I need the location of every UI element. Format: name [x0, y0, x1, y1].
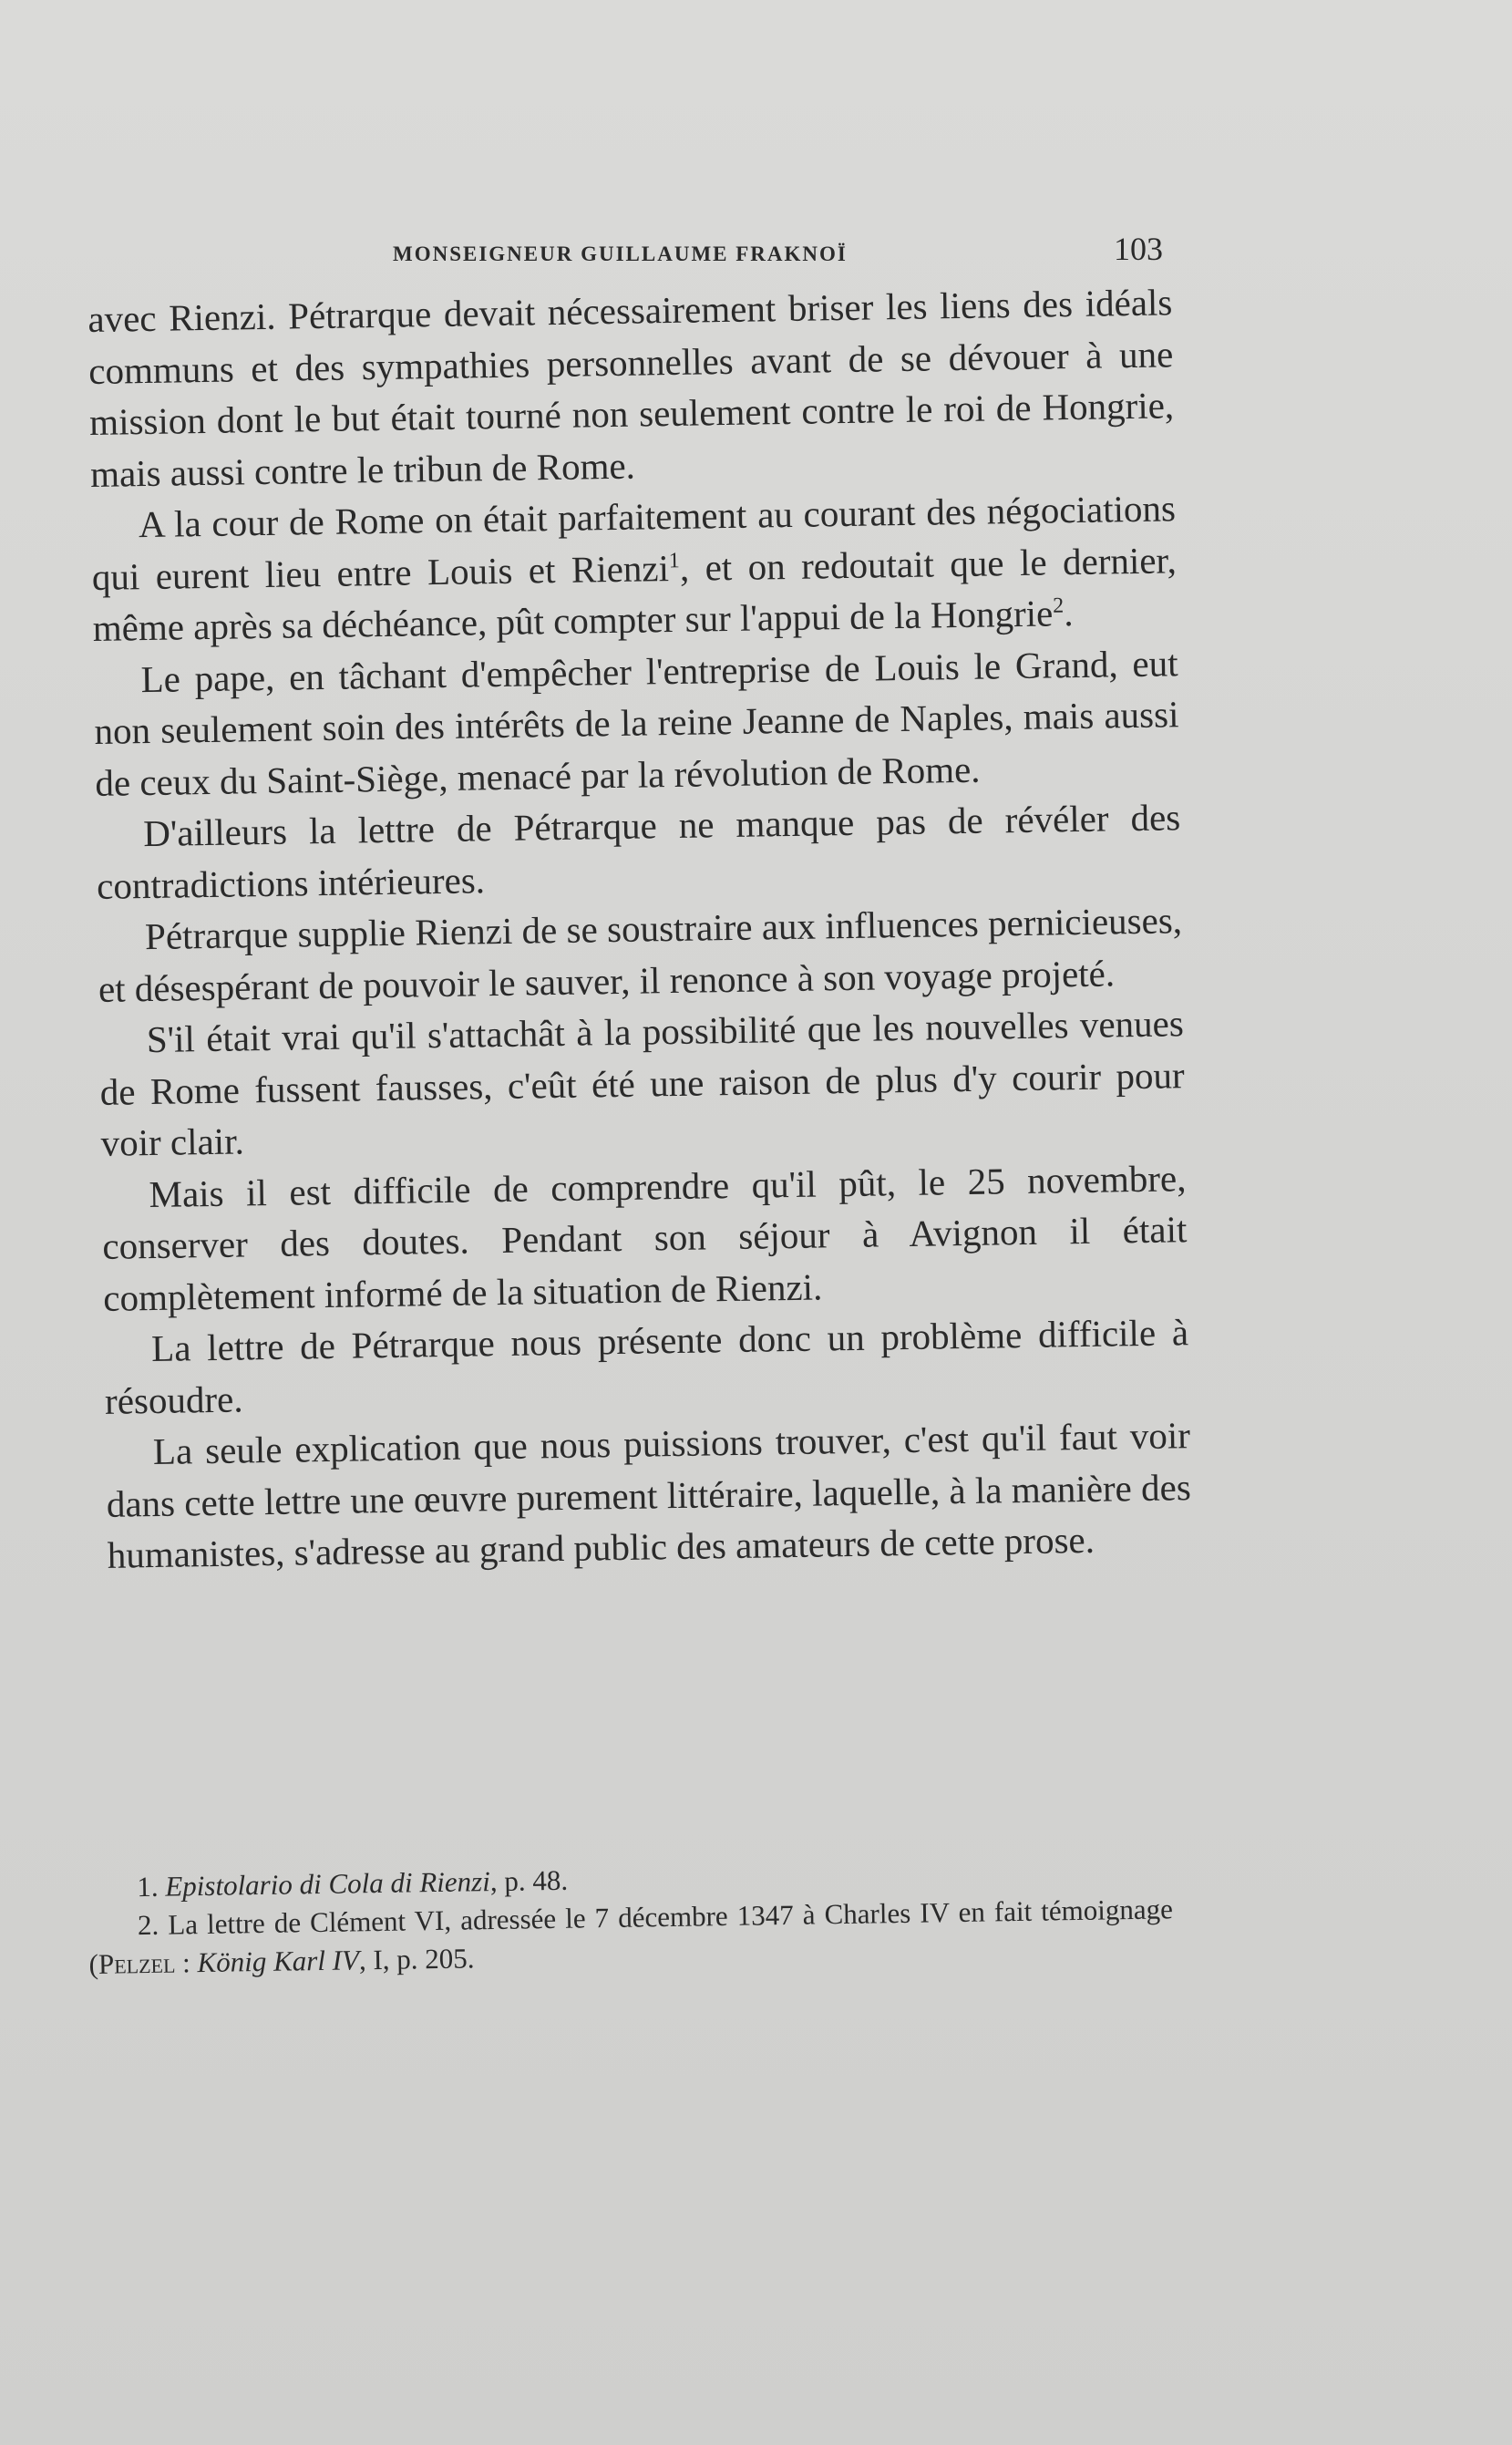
footnote-2-text-b: , I, p. 205.	[358, 1942, 475, 1976]
paragraph-2-part-a: A la cour de Rome on était parfaitement au courant des négociations qui eurent lieu entre Louis et Rienzi	[91, 487, 1177, 598]
footnote-2-number: 2.	[137, 1908, 159, 1942]
footnote-1-page: , p. 48.	[489, 1863, 569, 1898]
footnote-1-title: Epistolario di Cola di Rienzi	[165, 1865, 491, 1903]
paragraph-8: La lettre de Pétrarque nous présente donc un problème difficile à résoudre.	[104, 1311, 1189, 1422]
footnotes	[87, 1852, 1174, 1984]
paragraph-4: D'ailleurs la lettre de Pétrarque ne manque pas de révéler des contradictions intérieures.	[96, 796, 1181, 907]
paragraph-1: avec Rienzi. Pétrarque devait nécessairement briser les liens des idéals communs et des sympathies personnelles avant de se dévouer à une mission dont le but était tourné non seulement contre le roi de Hongrie, mais aussi contre le tribun de Rome.	[87, 281, 1175, 495]
footnote-ref-2: 2	[1052, 593, 1065, 618]
main-text	[87, 276, 1192, 1581]
paragraph-5: Pétrarque supplie Rienzi de se soustraire aux influences pernicieuses, et désespérant de pouvoir le sauver, il renonce à son voyage projeté.	[98, 899, 1183, 1010]
footnote-2-title: König Karl IV	[197, 1944, 360, 1979]
footnote-2	[88, 1890, 1174, 1984]
footnote-2-text-a: La lettre de Clément VI, adressée le 7 décembre 1347 à Charles IV en fait témoignage (	[88, 1893, 1174, 1980]
paragraph-2	[91, 482, 1178, 654]
page-header	[87, 230, 1163, 275]
paragraph-3: Le pape, en tâchant d'empêcher l'entreprise de Louis le Grand, eut non seulement soin des intérêts de la reine Jeanne de Naples, mais aussi de ceux du Saint-Siège, menacé par la révolution de Rome.	[94, 641, 1179, 804]
footnote-ref-1: 1	[668, 548, 680, 573]
running-title: MONSEIGNEUR GUILLAUME FRAKNOÏ	[393, 242, 848, 265]
footnote-2-sep: :	[175, 1946, 198, 1979]
paragraph-6: S'il était vrai qu'il s'attachât à la possibilité que les nouvelles venues de Rome fussent fausses, c'eût été une raison de plus d'y courir pour voir clair.	[99, 1002, 1185, 1164]
page-number: 103	[1114, 231, 1163, 267]
footnote-1-number: 1.	[137, 1870, 159, 1903]
paragraph-2-part-b: , et on redoutait que le dernier, même après sa déchéance, pût compter sur l'appui de la Hongrie	[92, 538, 1178, 649]
paragraph-7: Mais il est difficile de comprendre qu'il pût, le 25 novembre, conserver des doutes. Pendant son séjour à Avignon il était complètement informé de la situation de Rienzi.	[102, 1156, 1188, 1319]
footnote-2-author: Pelzel	[98, 1946, 176, 1980]
paragraph-9: La seule explication que nous puissions trouver, c'est qu'il faut voir dans cette lettre une œuvre purement littéraire, laquelle, à la manière des humanistes, s'adresse au grand public des amateurs de cette prose.	[106, 1414, 1192, 1576]
paragraph-2-part-c: .	[1063, 592, 1074, 634]
